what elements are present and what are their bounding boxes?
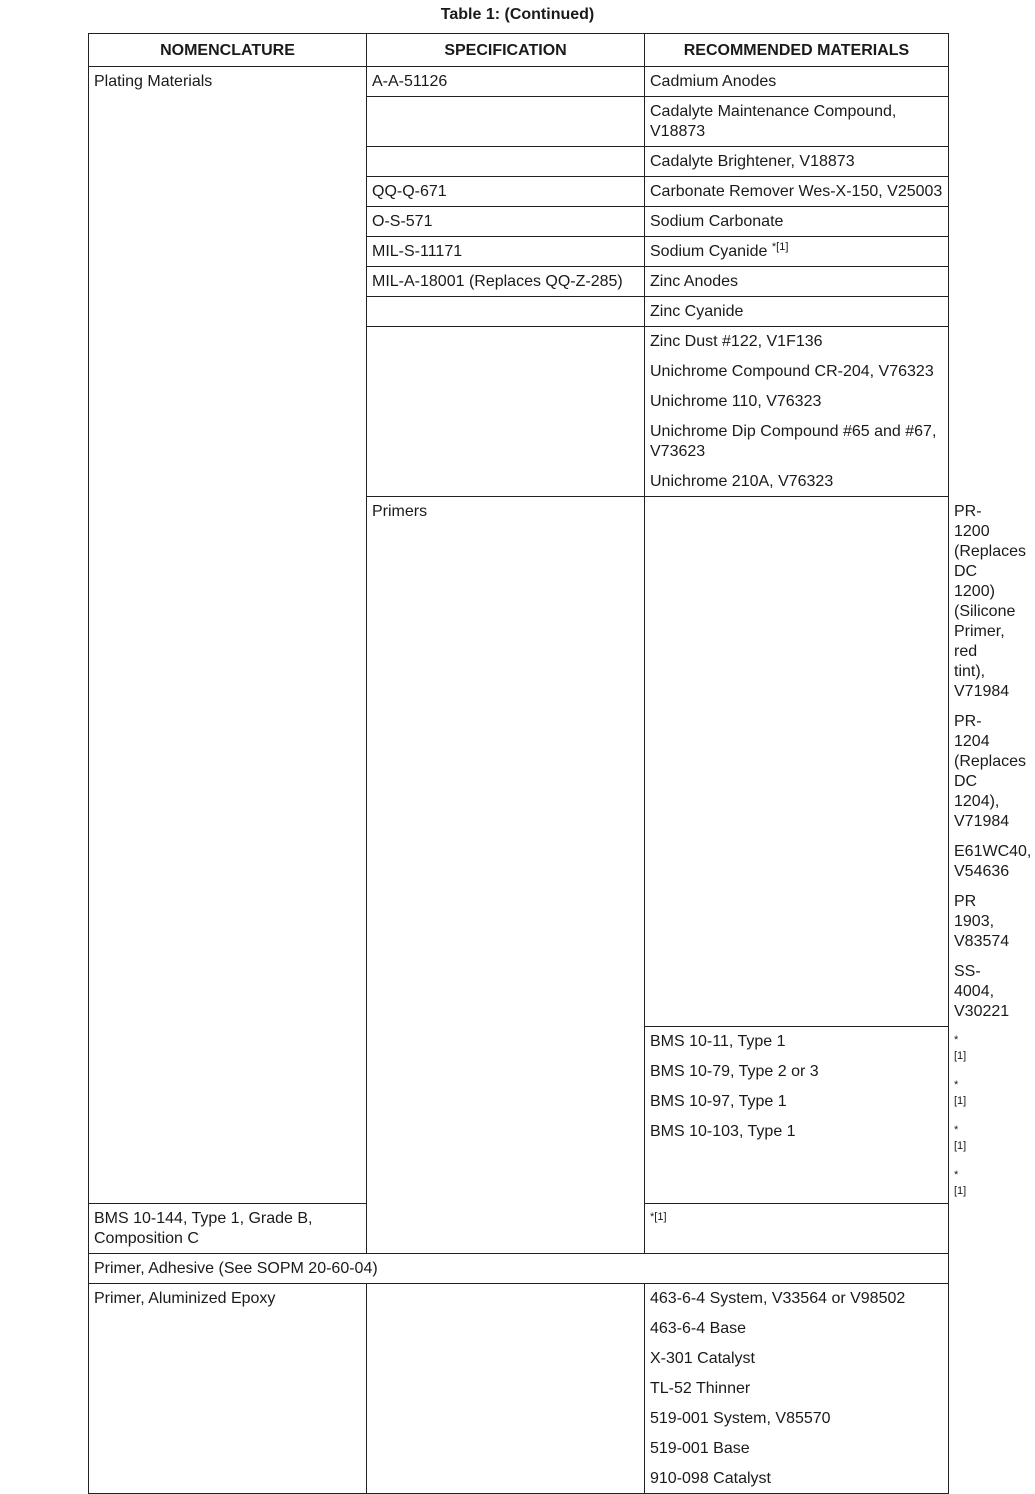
specification-cell: O-S-571 (367, 207, 645, 237)
material-item: X-301 Catalyst (650, 1350, 755, 1367)
specification-cell (367, 327, 645, 497)
materials-table (88, 33, 1032, 1494)
material-item: Unichrome Dip Compound #65 and #67, V73623 (650, 423, 937, 460)
material-cell: Cadmium Anodes (645, 67, 949, 97)
specification-cell (367, 297, 645, 327)
material-cell (645, 1284, 949, 1494)
specification-cell (645, 497, 949, 1027)
material-cell: Zinc Cyanide (645, 297, 949, 327)
nomenclature-cell: Primer, Adhesive (See SOPM 20-60-04) (89, 1254, 949, 1284)
table-row (89, 67, 949, 97)
material-item: 463-6-4 Base (650, 1320, 747, 1337)
nomenclature-cell: Primer, Aluminized Epoxy (89, 1284, 367, 1494)
material-cell: Zinc Anodes (645, 267, 949, 297)
material-item: Unichrome Compound CR-204, V76323 (650, 363, 934, 380)
specification-cell: MIL-A-18001 (Replaces QQ-Z-285) (367, 267, 645, 297)
material-cell: *[1] (645, 1204, 949, 1254)
header-nomenclature: NOMENCLATURE (89, 34, 367, 67)
specification-cell (367, 147, 645, 177)
table-row: Primers PR-1200 (Replaces DC 1200) (Silicone Primer, red tint), V71984 PR-1204 (Replaces DC 1204), V71984 E61WC40, V54636 PR 1903, V83574 SS-4004, V30221 (89, 497, 949, 1027)
specification-item: BMS 10-103, Type 1 (650, 1123, 796, 1140)
specification-cell: A-A-51126 (367, 67, 645, 97)
header-specification: SPECIFICATION (367, 34, 645, 67)
material-item: 463-6-4 System, V33564 or V98502 (650, 1290, 906, 1307)
material-cell (645, 327, 949, 497)
material-cell: Cadalyte Brightener, V18873 (645, 147, 949, 177)
specification-cell (367, 97, 645, 147)
table-row (89, 1284, 949, 1494)
material-cell: Carbonate Remover Wes-X-150, V25003 (645, 177, 949, 207)
specification-cell: BMS 10-144, Type 1, Grade B, Composition C (89, 1204, 367, 1254)
material-item: 910-098 Catalyst (650, 1470, 771, 1487)
material-cell: Sodium Carbonate (645, 207, 949, 237)
specification-cell (367, 1284, 645, 1494)
specification-cell: QQ-Q-671 (367, 177, 645, 207)
nomenclature-cell: Plating Materials (89, 67, 367, 1204)
specification-item: BMS 10-79, Type 2 or 3 (650, 1063, 819, 1080)
material-item: Unichrome 110, V76323 (650, 393, 822, 410)
material-item: Unichrome 210A, V76323 (650, 473, 834, 490)
specification-cell: MIL-S-11171 (367, 237, 645, 267)
material-item: 519-001 System, V85570 (650, 1410, 831, 1427)
header-recommended-materials: RECOMMENDED MATERIALS (645, 34, 949, 67)
specification-cell (645, 1027, 949, 1204)
table-row: BMS 10-11, Type 1 BMS 10-79, Type 2 or 3 BMS 10-97, Type 1 BMS 10-103, Type 1 *[1] *[1] *[1] *[1] (89, 1027, 949, 1204)
material-item: Zinc Dust #122, V1F136 (650, 333, 823, 350)
material-item: 519-001 Base (650, 1440, 750, 1457)
specification-item: BMS 10-97, Type 1 (650, 1093, 787, 1110)
material-cell (645, 237, 949, 267)
specification-item: BMS 10-11, Type 1 (650, 1033, 786, 1050)
material-item: TL-52 Thinner (650, 1380, 751, 1397)
table-row (89, 1254, 949, 1284)
footnote-ref: *[1] (771, 241, 789, 253)
material-text: Sodium Cyanide (650, 243, 768, 260)
nomenclature-cell: Primers (367, 497, 645, 1254)
table-header-row (89, 34, 949, 67)
table-caption: Table 1: (Continued) (440, 6, 595, 23)
material-cell: Cadalyte Maintenance Compound, V18873 (645, 97, 949, 147)
